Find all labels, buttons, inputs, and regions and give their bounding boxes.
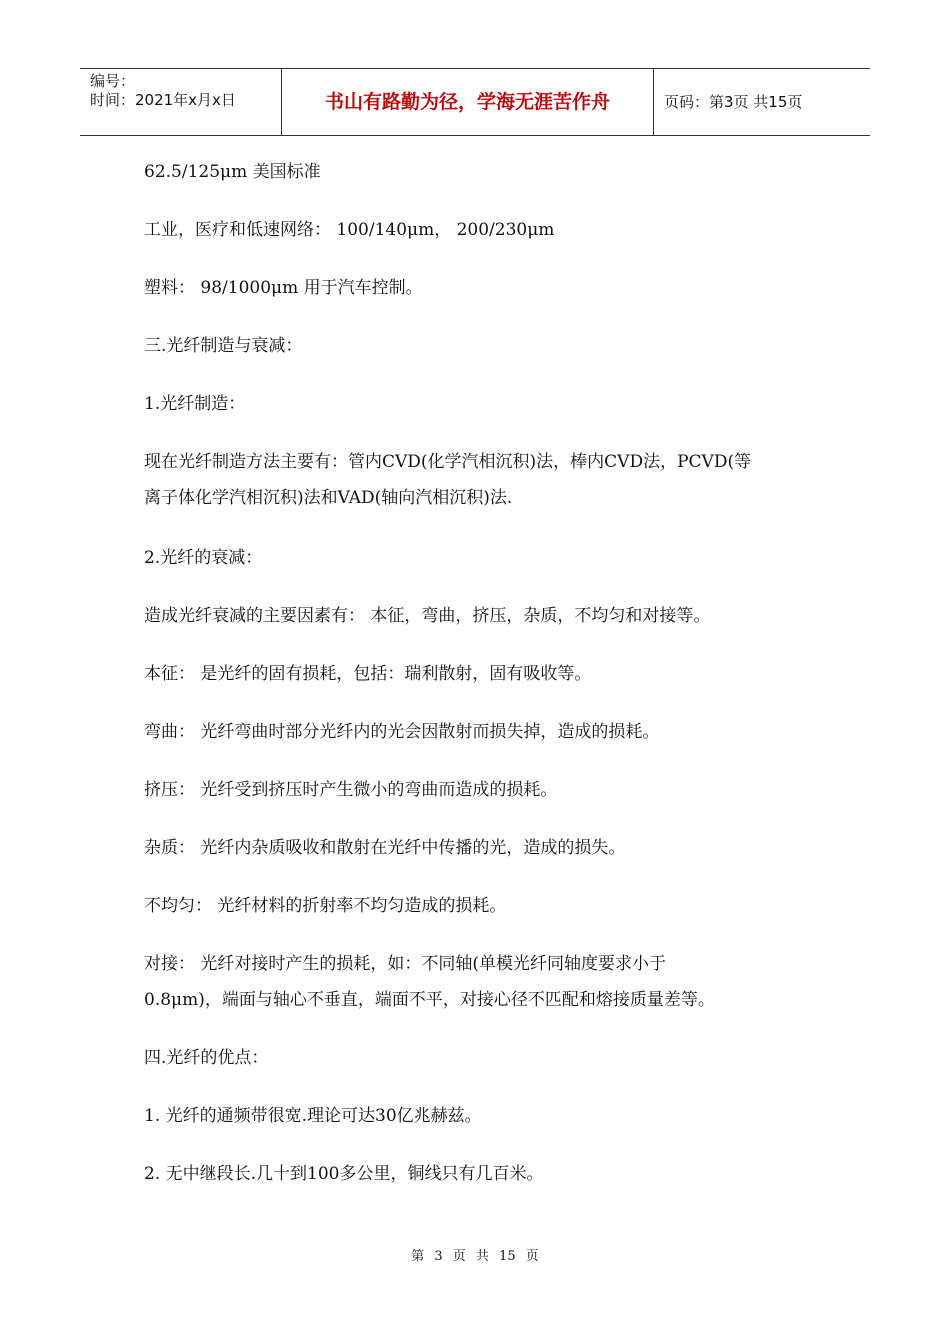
body-line: 工业，医疗和低速网络： 100/140μm， 200/230μm [144,220,555,240]
section-heading: 三.光纤制造与衰减： [144,336,303,356]
body-line: 本征： 是光纤的固有损耗，包括：瑞利散射，固有吸收等。 [144,664,592,684]
body-line: 造成光纤衰减的主要因素有： 本征，弯曲，挤压，杂质，不均匀和对接等。 [144,606,711,626]
header-meta-cell [80,69,282,135]
header-page-info: 页码：第3页 共15页 [664,93,803,111]
subsection-heading: 2.光纤的衰减： [144,548,263,568]
subsection-heading: 1.光纤制造： [144,394,246,414]
body-line: 不均匀： 光纤材料的折射率不均匀造成的损耗。 [144,896,507,916]
page-footer: 第 3 页 共 15 页 [411,1249,539,1264]
body-line: 离子体化学汽相沉积)法和VAD(轴向汽相沉积)法. [144,488,513,508]
page-header [80,68,870,136]
list-item: 2. 无中继段长.几十到100多公里，铜线只有几百米。 [144,1164,544,1184]
body-line: 0.8μm)，端面与轴心不垂直，端面不平，对接心径不匹配和熔接质量差等。 [144,990,715,1010]
body-line: 现在光纤制造方法主要有：管内CVD(化学汽相沉积)法，棒内CVD法，PCVD(等 [144,452,752,472]
header-motto: 书山有路勤为径，学海无涯苦作舟 [282,69,654,135]
body-line: 挤压： 光纤受到挤压时产生微小的弯曲而造成的损耗。 [144,780,558,800]
body-line: 塑料： 98/1000μm 用于汽车控制。 [144,278,423,298]
document-date: 时间：2021年x月x日 [90,91,236,109]
body-line: 对接： 光纤对接时产生的损耗，如：不同轴(单模光纤同轴度要求小于 [144,954,667,974]
document-number-label: 编号： [90,72,136,90]
section-heading: 四.光纤的优点： [144,1048,269,1068]
body-line: 弯曲： 光纤弯曲时部分光纤内的光会因散射而损失掉，造成的损耗。 [144,722,660,742]
body-line: 62.5/125μm 美国标准 [144,162,321,182]
list-item: 1. 光纤的通频带很宽.理论可达30亿兆赫兹。 [144,1106,482,1126]
body-line: 杂质： 光纤内杂质吸收和散射在光纤中传播的光，造成的损失。 [144,838,626,858]
